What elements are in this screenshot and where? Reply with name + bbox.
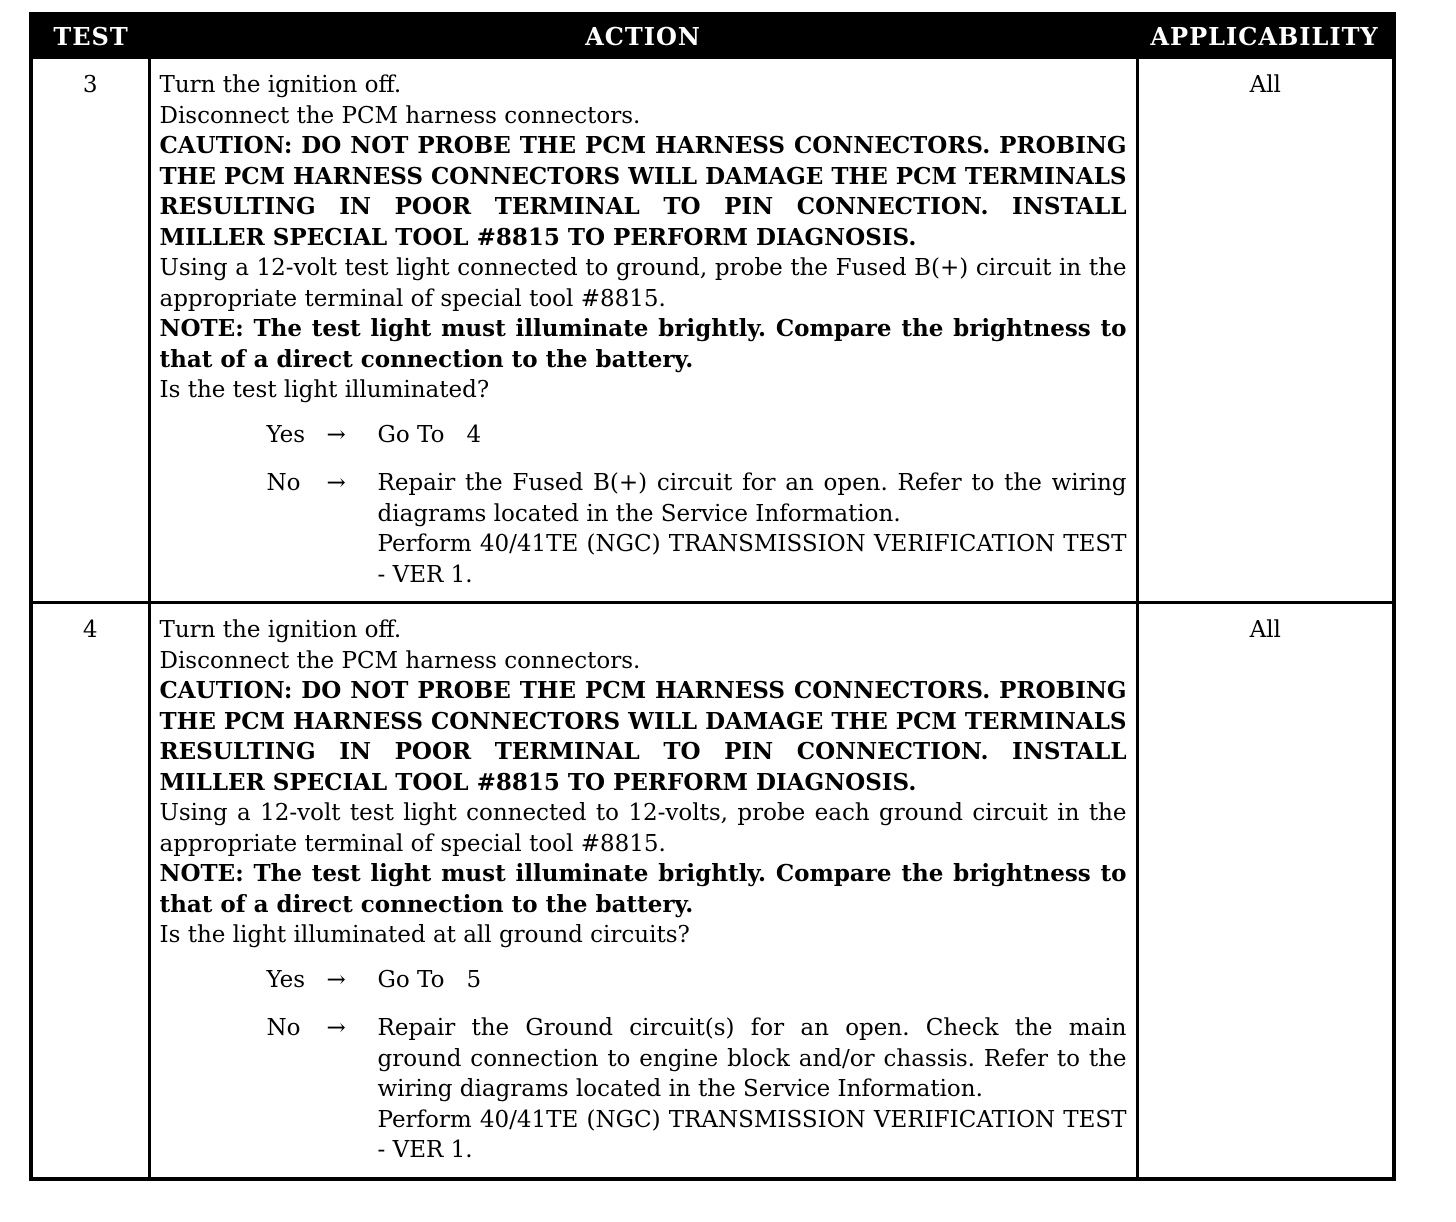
goto-label: Go To xyxy=(377,421,445,448)
action-instruction: Using a 12-volt test light connected to ground, probe the Fused B(+) circuit in the appropriate terminal of special tool #8815. xyxy=(159,255,1127,312)
table-row xyxy=(31,603,1394,1179)
goto-step-link[interactable]: 5 xyxy=(466,966,482,993)
answer-yes xyxy=(160,965,1127,996)
answer-no xyxy=(160,1013,1127,1166)
header-applicability: APPLICABILITY xyxy=(1137,14,1394,58)
answer-no-label: No xyxy=(266,1015,301,1041)
header-row xyxy=(31,14,1394,58)
applicability-cell: All xyxy=(1137,58,1394,603)
header-action: ACTION xyxy=(149,14,1137,58)
goto-label: Go To xyxy=(377,966,445,993)
goto-step-link[interactable]: 4 xyxy=(466,421,482,448)
action-cell xyxy=(149,58,1137,603)
repair-instruction: Repair the Ground circuit(s) for an open. Check the main ground connection to engine block and/or chassis. Refer to the wiring diagrams located in the Service Information. xyxy=(377,1015,1127,1102)
test-number: 4 xyxy=(31,603,149,1179)
answer-options xyxy=(160,965,1127,1166)
action-step: Disconnect the PCM harness connectors. xyxy=(159,102,641,129)
action-step: Disconnect the PCM harness connectors. xyxy=(159,647,641,674)
answer-no-label: No xyxy=(266,470,301,496)
answer-no-result xyxy=(378,468,1127,590)
verification-instruction: Perform 40/41TE (NGC) TRANSMISSION VERIFICATION TEST - VER 1. xyxy=(377,531,1127,588)
right-arrow-icon: → xyxy=(326,470,346,496)
caution-text: CAUTION: DO NOT PROBE THE PCM HARNESS CONNECTORS. PROBING THE PCM HARNESS CONNECTORS WILL DAMAGE THE PCM TERMINALS RESULTING IN POOR TERMINAL TO PIN CONNECTION. INSTALL MILLER SPECIAL TOOL #8815 TO PERFORM DIAGNOSIS. xyxy=(159,677,1127,796)
table-row xyxy=(31,58,1394,603)
action-question: Is the test light illuminated? xyxy=(159,377,490,403)
action-step: Turn the ignition off. xyxy=(159,617,402,643)
header-test: TEST xyxy=(31,14,149,58)
right-arrow-icon: → xyxy=(326,421,346,448)
right-arrow-icon: → xyxy=(326,966,346,993)
table-header xyxy=(31,14,1394,58)
answer-yes-label: Yes xyxy=(266,966,306,993)
goto-instruction xyxy=(378,420,1127,451)
verification-instruction: Perform 40/41TE (NGC) TRANSMISSION VERIFICATION TEST - VER 1. xyxy=(377,1106,1127,1163)
applicability-cell: All xyxy=(1137,603,1394,1179)
note-text: NOTE: The test light must illuminate brightly. Compare the brightness to that of a direct connection to the battery. xyxy=(159,315,1127,373)
action-cell xyxy=(149,603,1137,1179)
repair-instruction: Repair the Fused B(+) circuit for an open. Refer to the wiring diagrams located in the Service Information. xyxy=(377,470,1127,527)
answer-yes-result xyxy=(378,420,1127,451)
answer-options xyxy=(160,420,1127,591)
action-question: Is the light illuminated at all ground circuits? xyxy=(159,922,690,948)
diagnostic-test-table xyxy=(29,12,1396,1181)
answer-yes xyxy=(160,420,1127,451)
action-step: Turn the ignition off. xyxy=(159,72,402,98)
note-text: NOTE: The test light must illuminate brightly. Compare the brightness to that of a direct connection to the battery. xyxy=(159,860,1127,918)
answer-no xyxy=(160,468,1127,590)
action-instruction: Using a 12-volt test light connected to 12-volts, probe each ground circuit in the appropriate terminal of special tool #8815. xyxy=(159,800,1127,857)
test-number: 3 xyxy=(31,58,149,603)
caution-text: CAUTION: DO NOT PROBE THE PCM HARNESS CONNECTORS. PROBING THE PCM HARNESS CONNECTORS WILL DAMAGE THE PCM TERMINALS RESULTING IN POOR TERMINAL TO PIN CONNECTION. INSTALL MILLER SPECIAL TOOL #8815 TO PERFORM DIAGNOSIS. xyxy=(159,132,1127,251)
answer-yes-label: Yes xyxy=(266,421,306,448)
answer-no-result xyxy=(378,1013,1127,1166)
goto-instruction xyxy=(378,965,1127,996)
answer-yes-result xyxy=(378,965,1127,996)
right-arrow-icon: → xyxy=(326,1015,346,1041)
